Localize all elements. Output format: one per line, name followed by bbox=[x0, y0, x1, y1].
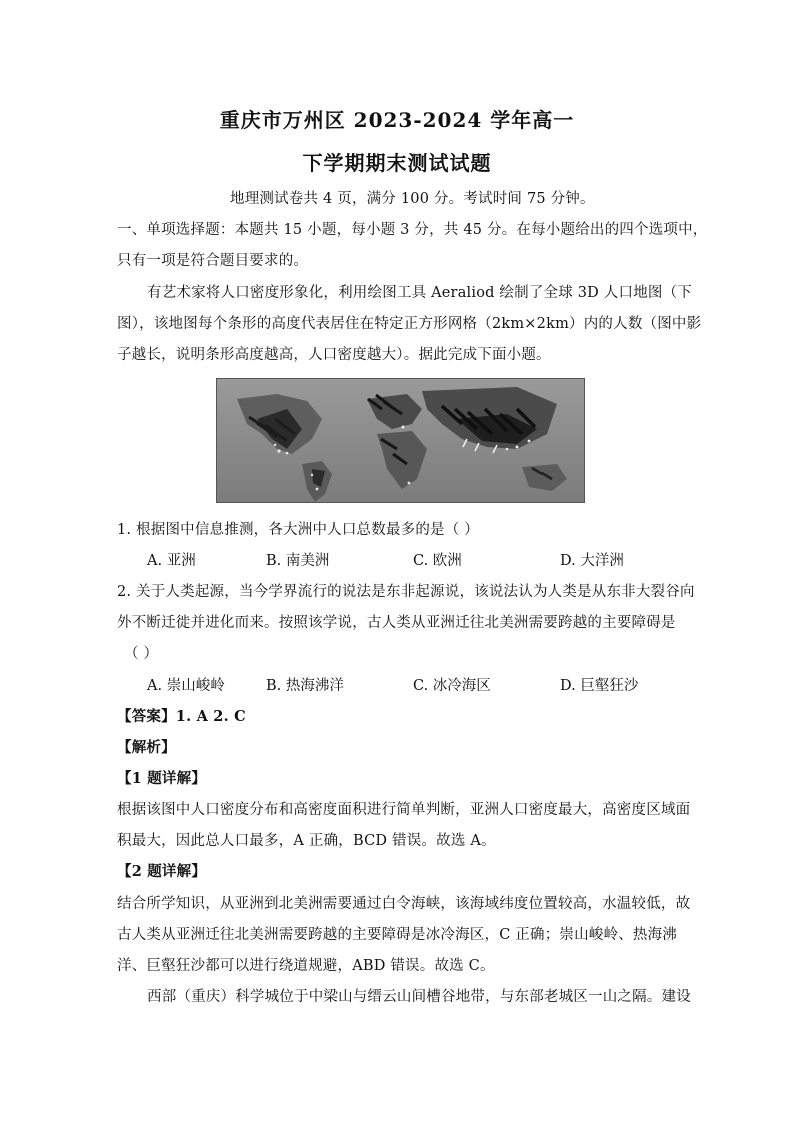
q2-option-d[interactable]: D. 巨壑狂沙 bbox=[560, 678, 639, 694]
detail-1-line-1: 根据该图中人口密度分布和高密度面积进行简单判断，亚洲人口密度最大，高密度区域面 bbox=[117, 802, 691, 818]
exam-subtitle: 地理测试卷共 4 页，满分 100 分。考试时间 75 分钟。 bbox=[230, 191, 595, 207]
intro-line-3: 子越长，说明条形高度越高，人口密度越大）。据此完成下面小题。 bbox=[117, 347, 551, 363]
section-heading-line-2: 只有一项是符合题目要求的。 bbox=[117, 253, 309, 269]
detail-1-heading: 【1 题详解】 bbox=[117, 770, 207, 787]
intro-line-1: 有艺术家将人口密度形象化，利用绘图工具 Aeraliod 绘制了全球 3D 人口地图（下 bbox=[147, 285, 692, 301]
world-population-map-image bbox=[216, 378, 585, 503]
q1-option-c[interactable]: C. 欧洲 bbox=[413, 553, 462, 569]
q1-stem: 1. 根据图中信息推测，各大洲中人口总数最多的是（ ） bbox=[117, 522, 479, 538]
q2-stem-line-2: 外不断迁徙并进化而来。按照该学说，古人类从亚洲迁往北美洲需要跨越的主要障碍是 bbox=[117, 615, 676, 631]
q1-option-a[interactable]: A. 亚洲 bbox=[147, 553, 196, 569]
analysis-heading: 【解析】 bbox=[117, 739, 176, 756]
answer-line: 【答案】1. A 2. C bbox=[117, 708, 246, 725]
detail-2-line-2: 古人类从亚洲迁往北美洲需要跨越的主要障碍是冰冷海区，C 正确；崇山峻岭、热海沸 bbox=[117, 927, 678, 943]
q1-option-d[interactable]: D. 大洋洲 bbox=[560, 553, 624, 569]
next-passage-line: 西部（重庆）科学城位于中梁山与缙云山间槽谷地带，与东部老城区一山之隔。建设 bbox=[147, 989, 691, 1005]
q2-stem-line-3: （ ） bbox=[124, 646, 159, 662]
detail-2-line-1: 结合所学知识，从亚洲到北美洲需要通过白令海峡，该海域纬度位置较高，水温较低，故 bbox=[117, 896, 691, 912]
detail-2-heading: 【2 题详解】 bbox=[117, 863, 207, 880]
q1-option-b[interactable]: B. 南美洲 bbox=[266, 553, 330, 569]
exam-title-line-2: 下学期期末测试试题 bbox=[302, 151, 492, 175]
world-population-3d-map-icon bbox=[217, 379, 584, 502]
exam-title-line-1: 重庆市万州区 2023-2024 学年高一 bbox=[219, 108, 575, 132]
detail-1-line-2: 积最大，因此总人口最多，A 正确，BCD 错误。故选 A。 bbox=[117, 833, 496, 849]
q2-stem-line-1: 2. 关于人类起源，当今学界流行的说法是东非起源说，该说法认为人类是从东非大裂谷向 bbox=[117, 584, 695, 600]
q2-option-b[interactable]: B. 热海沸洋 bbox=[266, 678, 344, 694]
intro-line-2: 图），该地图每个条形的高度代表居住在特定正方形网格（2km×2km）内的人数（图中影 bbox=[117, 316, 702, 332]
detail-2-line-3: 洋、巨壑狂沙都可以进行绕道规避，ABD 错误。故选 C。 bbox=[117, 958, 495, 974]
q2-option-c[interactable]: C. 冰冷海区 bbox=[413, 678, 491, 694]
section-heading-line-1: 一、单项选择题：本题共 15 小题，每小题 3 分，共 45 分。在每小题给出的四个选项中， bbox=[117, 222, 708, 238]
q2-option-a[interactable]: A. 崇山峻岭 bbox=[147, 678, 225, 694]
